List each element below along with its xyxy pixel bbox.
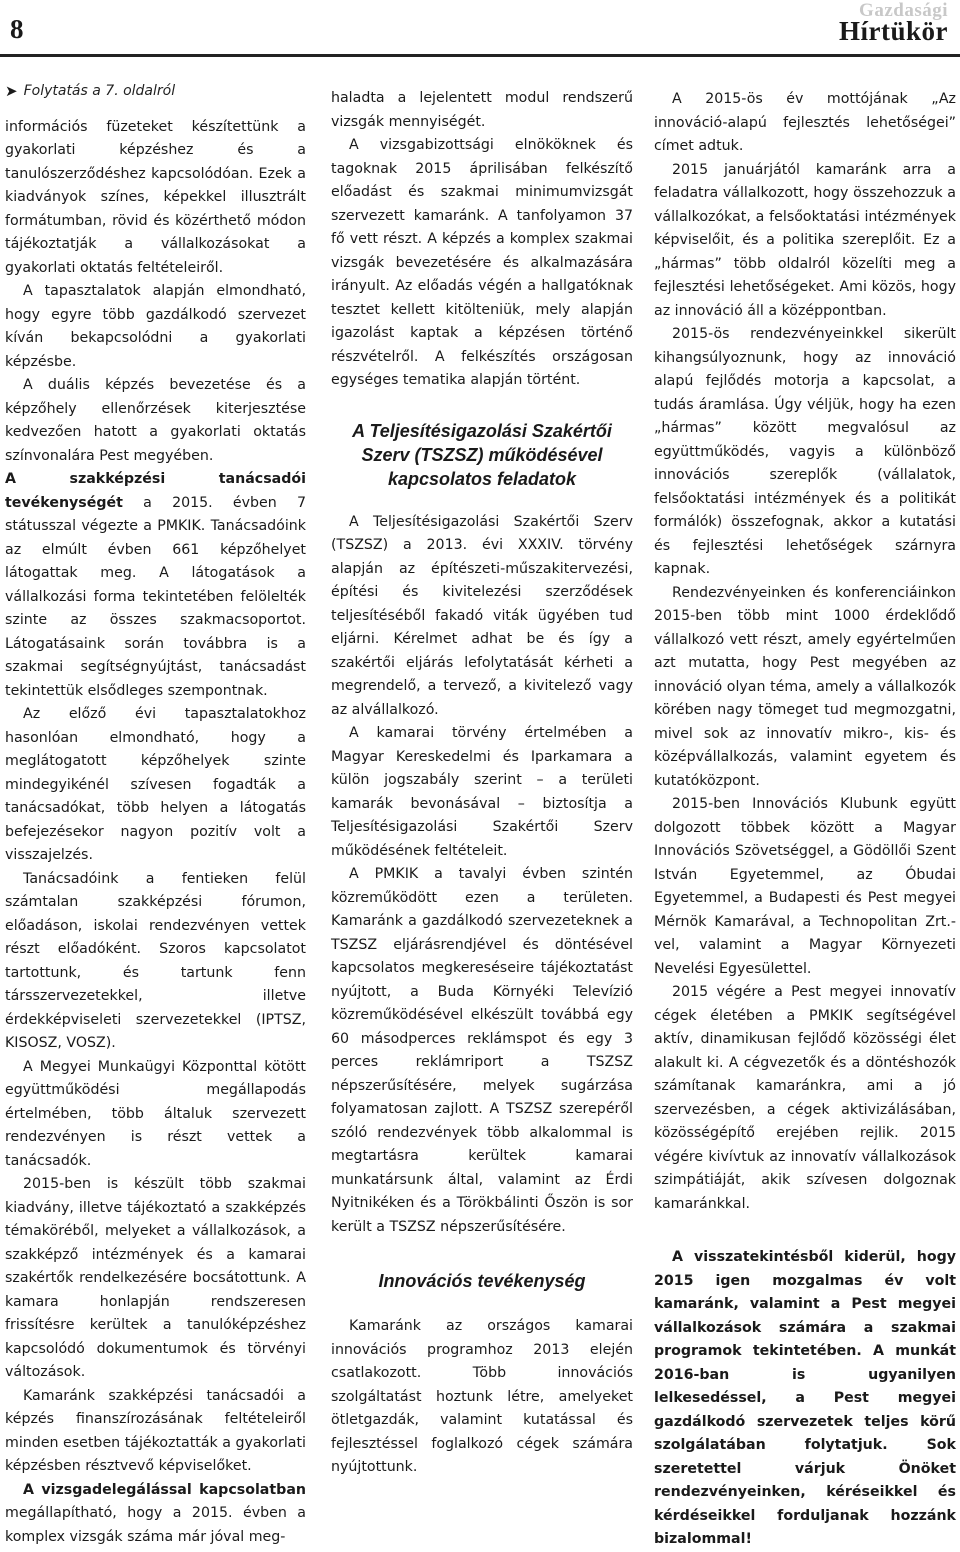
paragraph — [5, 1479, 306, 1550]
continued-label: Folytatás a 7. oldalról — [23, 83, 176, 99]
header-rule — [0, 54, 960, 57]
bold-lead: A vizsgadelegálással kapcsolatban — [23, 1481, 306, 1498]
paragraph-text: a 2015. évben 7 státusszal végezte a PMKIK. Tanácsadóink az elmúlt évben 661 képzőhelyet látogattak meg. A látogatások a vállalkozási forma tekintetében felölelték szinte az összes szakmacsoportot. Látogatásaink során továbbra is a szakmai segítségnyújtást, tanácsadást tekintettük elsődleges szempontnak. — [5, 494, 306, 699]
paragraph: Kamaránk az országos kamarai innovációs programhoz 2013 elején csatlakozott. Több innovációs szolgáltatást hoztunk létre, amelyeket ötletgazdák, valamint kutatással és fejlesztéssel foglalkozó cégek számára nyújtottunk. — [331, 1318, 633, 1475]
paragraph: Rendezvényeinken és konferenciáinkon 2015-ben több mint 1000 érdeklődő vállalkozó vett részt, amely egyértelműen azt mutatta, hogy Pest megyében az innováció olyan téma, amely a vállalkozók körében nagy tömeget tud megmozgatni, mivel sok az innovatív mikro-, kis- és középvállalkozás, valamint egyetem és kutatóközpont. — [654, 584, 956, 789]
paragraph: A Teljesítésigazolási Szakértői Szerv (TSZSZ) a 2013. évi XXXIV. törvény alapján az építészeti-műszakitervezési, építési és kivitelezési szerződések teljesítéséből fakadó viták ügyében tud eljárni. Kérelmet adhat be és így a szakértői eljárás lefolytatását kérheti a megrendelő, a tervező, a kivitelező vagy az alvállalkozó. — [331, 513, 633, 718]
paragraph: A kamarai törvény értelmében a Magyar Kereskedelmi és Iparkamara a külön jogszabály szerint – a területi kamarák bevonásával – biztosítja a Teljesítésigazolási Szakértői Szerv működésének feltételeit. — [331, 725, 633, 859]
paragraph: 2015-ben is készült több szakmai kiadvány, illetve tájékoztató a szakképzés témaköréből, melyeket a vállalkozások, a szakképző intézmények és a kamarai szakértők rendelkezésére bocsátottunk. A kamara honlapján rendszeresen frissítésre kerültek a tanulóképzéshez kapcsolódó dokumentumok és törvényi változások. — [5, 1176, 306, 1380]
column-2 — [331, 87, 633, 1480]
paragraph: 2015 végére a Pest megyei innovatív cégek életében a PMKIK segítségével aktív, dinamikusan fejlődő közösségi élet alakult ki. A cégvezetők és a döntéshozók számítanak kamaránkra, ami a jó szervezésben, a cégek aktivizálásában, közösségépítő erejében rejlik. 2015 végére kivívtuk az innovatív vállalkozások szimpátiáját, akik szívesen dolgoznak kamaránkkal. — [654, 984, 956, 1212]
column-1 — [5, 80, 306, 1549]
conclusion-paragraph: A visszatekintésből kiderül, hogy 2015 igen mozgalmas év volt kamaránk, valamint a Pest megyei vállalkozások számára a szakmai programok tekintetében. A munkát 2016-ban is ugyanilyen lelkesedéssel, a Pest megyei gazdálkodó szervezetek teljes körű szolgálatában folytatjuk. Sok szeretettel várjuk Önöket rendezvényeinken, kéréseikkel és kérdéseikkel forduljanak hozzánk bizalommal! — [654, 1249, 956, 1547]
bold-lead: A szakképzési tanácsadói tevékenységét — [5, 471, 306, 511]
paragraph: A tapasztalatok alapján elmondható, hogy egyre több gazdálkodó szervezet kíván bekapcsolódni a gyakorlati képzésbe. — [5, 283, 306, 370]
paragraph: 2015-ben Innovációs Klubunk együtt dolgozott többek között a Magyar Innovációs Szövetséggel, a Gödöllői Szent István Egyetemmel, az Óbudai Egyetemmel, a Budapesti és Pest megyei Mérnök Kamarával, a Technopolitan Zrt.-vel, valamint a Magyar Környezeti Nevelési Egyesülettel. — [654, 796, 956, 977]
paragraph: 2015-ös rendezvényeinkkel sikerült kihangsúlyoznunk, hogy az innováció alapú fejlődés motorja a kapcsolat, a tudás áramlása. Úgy véljük, hogy ha ezen „hármas” között megvalósul az együttműködés, vagyis a különböző innovációs szereplők (vállalatok, felsőoktatási intézmények és a politikát formálók) összefognak, akkor a kutatási és fejlesztési lehetőségek szárnyra kapnak. — [654, 326, 956, 577]
brand-main: Hírtükör — [839, 16, 948, 46]
paragraph: A PMKIK a tavalyi évben szintén közreműködött ezen a területen. Kamaránk a gazdálkodó szervezeteknek a TSZSZ eljárásrendjével és döntésével kapcsolatos megkereséseire tájékoztatást nyújtott, a Buda Környéki Televízió közreműködésével elkészült továbbá egy 60 másodperces reklámspot és egy 3 perces reklámriport a TSZSZ népszerűsítésére, melyek sugárzása folyamatosan zajlott. A TSZSZ szerepéről szóló rendezvények több alkalommal is megtartásra kerültek kamarai munkatársunk által, valamint az Érdi Nyitnikéken és a Törökbálinti Őszön is sor került a TSZSZ népszerűsítésére. — [331, 866, 633, 1235]
continued-from — [5, 80, 306, 104]
paragraph: A 2015-ös év mottójának „Az innováció-alapú fejlesztés lehetőségei” címet adtuk. — [654, 91, 956, 154]
paragraph: A duális képzés bevezetése és a képzőhely ellenőrzések kiterjesztése kedvezően hatott a gyakorlati oktatás színvonalára Pest megyében. — [5, 377, 306, 464]
paragraph: A vizsgabizottsági elnököknek és tagoknak 2015 áprilisában felkészítő előadást és szakmai minimumvizsgát szervezett kamaránk. A tanfolyamon 37 fő vett részt. A képzés a komplex szakmai vizsgák bevezetésére és alkalmazására irányult. Az előadás végén a hallgatóknak tesztet kellett kitölteniük, mely alapján igazolást kaptak a képzésen történő részvételről. A felkészítés országosan egységes tematika alapján történt. — [331, 137, 633, 388]
page-header — [0, 0, 960, 58]
paragraph: haladta a lejelentett modul rendszerű vizsgák mennyiségét. — [331, 90, 633, 130]
column-3 — [654, 88, 956, 1552]
paragraph: Tanácsadóink a fentieken felül számtalan szakképzési fórumon, előadáson, iskolai rendezvényen vettek részt előadóként. Szoros kapcsolatot tartottunk, és tartunk fenn társszervezetekkel, illetve érdekképviseleti szervezetekkel (IPTSZ, KISOSZ, VOSZ). — [5, 870, 306, 1051]
conclusion-block — [654, 1246, 956, 1552]
paragraph: Kamaránk szakképzési tanácsadói a képzés finanszírozásának feltételeiről minden esetben tájékoztatták a gyakorlati képzésben résztvevő képviselőket. — [5, 1387, 306, 1474]
section-heading-tszsz: A Teljesítésigazolási Szakértői Szerv (TSZSZ) működésével kapcsolatos feladatok — [352, 420, 612, 489]
paragraph: Az előző évi tapasztalatokhoz hasonlóan elmondható, hogy a meglátogatott képzőhelyek szinte mindegyikénél szívesen fogadták a tanácsadókat, több helyen a látogatás befejezésekor nagyon pozitív volt a visszajelzés. — [5, 706, 306, 863]
brand-top: Gazdasági — [859, 0, 948, 21]
paragraph-text: megállapítható, hogy a 2015. évben a komplex vizsgák száma már jóval meg- — [5, 1505, 306, 1545]
page-number: 8 — [10, 14, 24, 44]
paragraph: információs füzeteket készítettünk a gyakorlati képzéshez és a tanulószerződéshez kapcsolódóan. Ezek a kiadványok színes, képekkel illusztrált formátumban, rövid és közérthető módon tájékoztatják a vállalkozásokat a gyakorlati oktatás feltételeiről. — [5, 118, 306, 276]
paragraph — [5, 468, 306, 703]
arrow-right-icon: ➤ — [5, 82, 18, 100]
paragraph: A Megyei Munkaügyi Központtal kötött együttműködési megállapodás értelmében, több általuk szervezett rendezvényen is részt vettek a tanácsadók. — [5, 1058, 306, 1169]
section-heading-innovation: Innovációs tevékenység — [378, 1271, 586, 1291]
paragraph: 2015 januárjától kamaránk arra a feladatra vállalkozott, hogy összehozzuk a vállalkozókat, a felsőoktatási intézmények képviselőit, és a politika szereplőit. Ez a „hármas” több oldalról közelíti meg a fejlesztési lehetőségeket. Ami közös, hogy az innováció áll a középpontban. — [654, 161, 956, 319]
